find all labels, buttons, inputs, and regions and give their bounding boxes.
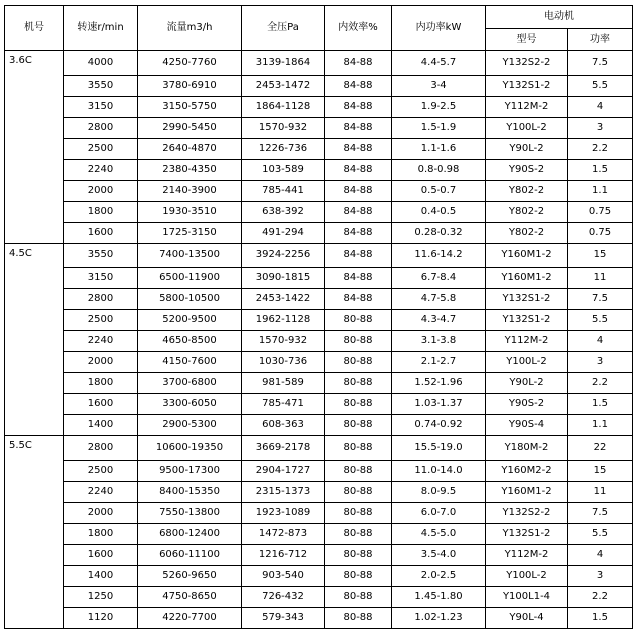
speed-cell: 1250	[64, 586, 138, 607]
table-row	[5, 436, 633, 461]
power-cell: 2.0-2.5	[392, 565, 486, 586]
power-cell: 0.5-0.7	[392, 180, 486, 201]
motor-power-cell: 1.5	[568, 159, 633, 180]
speed-cell: 4000	[64, 51, 138, 76]
pressure-cell: 3669-2178	[242, 436, 325, 461]
power-cell: 1.03-1.37	[392, 394, 486, 415]
motor-model-cell: Y132S2-2	[486, 502, 568, 523]
efficiency-cell: 80-88	[325, 373, 392, 394]
flow-cell: 5800-10500	[138, 289, 242, 310]
header-motor-model: 型号	[486, 29, 568, 51]
table-row	[5, 138, 633, 159]
speed-cell: 1600	[64, 222, 138, 243]
table-row	[5, 117, 633, 138]
motor-model-cell: Y132S2-2	[486, 51, 568, 76]
motor-power-cell: 15	[568, 243, 633, 268]
power-cell: 11.6-14.2	[392, 243, 486, 268]
model-no-cell-empty	[5, 481, 64, 502]
model-no-cell-empty	[5, 544, 64, 565]
power-cell: 0.4-0.5	[392, 201, 486, 222]
flow-cell: 2640-4870	[138, 138, 242, 159]
motor-power-cell: 0.75	[568, 201, 633, 222]
efficiency-cell: 80-88	[325, 436, 392, 461]
speed-cell: 2000	[64, 352, 138, 373]
motor-power-cell: 5.5	[568, 75, 633, 96]
table-row	[5, 243, 633, 268]
motor-power-cell: 7.5	[568, 51, 633, 76]
pressure-cell: 1923-1089	[242, 502, 325, 523]
pressure-cell: 1570-932	[242, 331, 325, 352]
table-row	[5, 310, 633, 331]
power-cell: 0.74-0.92	[392, 415, 486, 436]
speed-cell: 1600	[64, 544, 138, 565]
model-no-cell-empty	[5, 201, 64, 222]
flow-cell: 3700-6800	[138, 373, 242, 394]
motor-power-cell: 7.5	[568, 289, 633, 310]
motor-power-cell: 0.75	[568, 222, 633, 243]
flow-cell: 1725-3150	[138, 222, 242, 243]
motor-model-cell: Y100L-2	[486, 117, 568, 138]
motor-power-cell: 22	[568, 436, 633, 461]
efficiency-cell: 80-88	[325, 607, 392, 628]
fan-spec-table	[4, 5, 633, 629]
flow-cell: 2990-5450	[138, 117, 242, 138]
motor-power-cell: 3	[568, 565, 633, 586]
motor-power-cell: 1.1	[568, 415, 633, 436]
speed-cell: 2500	[64, 138, 138, 159]
model-no-cell-empty	[5, 138, 64, 159]
power-cell: 4.5-5.0	[392, 523, 486, 544]
model-no-cell-empty	[5, 75, 64, 96]
efficiency-cell: 80-88	[325, 586, 392, 607]
flow-cell: 4650-8500	[138, 331, 242, 352]
efficiency-cell: 84-88	[325, 51, 392, 76]
flow-cell: 8400-15350	[138, 481, 242, 502]
speed-cell: 1800	[64, 201, 138, 222]
efficiency-cell: 80-88	[325, 544, 392, 565]
pressure-cell: 2453-1472	[242, 75, 325, 96]
flow-cell: 3780-6910	[138, 75, 242, 96]
motor-model-cell: Y112M-2	[486, 331, 568, 352]
table-row	[5, 159, 633, 180]
power-cell: 1.02-1.23	[392, 607, 486, 628]
flow-cell: 4220-7700	[138, 607, 242, 628]
motor-power-cell: 3	[568, 117, 633, 138]
flow-cell: 6500-11900	[138, 268, 242, 289]
efficiency-cell: 84-88	[325, 96, 392, 117]
efficiency-cell: 80-88	[325, 394, 392, 415]
table-row	[5, 201, 633, 222]
flow-cell: 5200-9500	[138, 310, 242, 331]
speed-cell: 2800	[64, 289, 138, 310]
table-row	[5, 222, 633, 243]
pressure-cell: 1030-736	[242, 352, 325, 373]
header-speed: 转速r/min	[64, 6, 138, 51]
speed-cell: 1120	[64, 607, 138, 628]
pressure-cell: 638-392	[242, 201, 325, 222]
table-row	[5, 352, 633, 373]
speed-cell: 2500	[64, 310, 138, 331]
flow-cell: 4150-7600	[138, 352, 242, 373]
motor-model-cell: Y160M1-2	[486, 268, 568, 289]
flow-cell: 2140-3900	[138, 180, 242, 201]
motor-power-cell: 1.1	[568, 180, 633, 201]
model-no-cell-empty	[5, 352, 64, 373]
speed-cell: 3550	[64, 243, 138, 268]
flow-cell: 4750-8650	[138, 586, 242, 607]
pressure-cell: 3924-2256	[242, 243, 325, 268]
pressure-cell: 608-363	[242, 415, 325, 436]
motor-model-cell: Y112M-2	[486, 544, 568, 565]
table-row	[5, 180, 633, 201]
table-row	[5, 502, 633, 523]
motor-model-cell: Y112M-2	[486, 96, 568, 117]
flow-cell: 2380-4350	[138, 159, 242, 180]
efficiency-cell: 84-88	[325, 289, 392, 310]
motor-power-cell: 15	[568, 460, 633, 481]
header-efficiency: 内效率%	[325, 6, 392, 51]
pressure-cell: 726-432	[242, 586, 325, 607]
power-cell: 1.45-1.80	[392, 586, 486, 607]
table-row	[5, 481, 633, 502]
table-row	[5, 289, 633, 310]
header-power: 内功率kW	[392, 6, 486, 51]
model-no-cell-empty	[5, 222, 64, 243]
speed-cell: 2240	[64, 159, 138, 180]
efficiency-cell: 84-88	[325, 138, 392, 159]
flow-cell: 6800-12400	[138, 523, 242, 544]
model-no-cell-empty	[5, 394, 64, 415]
motor-model-cell: Y100L1-4	[486, 586, 568, 607]
table-row	[5, 544, 633, 565]
model-no-cell: 3.6C	[5, 51, 64, 76]
motor-power-cell: 11	[568, 481, 633, 502]
efficiency-cell: 84-88	[325, 159, 392, 180]
motor-model-cell: Y132S1-2	[486, 310, 568, 331]
header-model-no: 机号	[5, 6, 64, 51]
motor-model-cell: Y100L-2	[486, 352, 568, 373]
pressure-cell: 491-294	[242, 222, 325, 243]
table-row	[5, 268, 633, 289]
motor-power-cell: 1.5	[568, 607, 633, 628]
power-cell: 15.5-19.0	[392, 436, 486, 461]
flow-cell: 1930-3510	[138, 201, 242, 222]
efficiency-cell: 80-88	[325, 460, 392, 481]
pressure-cell: 785-441	[242, 180, 325, 201]
pressure-cell: 2904-1727	[242, 460, 325, 481]
speed-cell: 2000	[64, 502, 138, 523]
table-row	[5, 586, 633, 607]
efficiency-cell: 80-88	[325, 331, 392, 352]
header-flow: 流量m3/h	[138, 6, 242, 51]
pressure-cell: 1216-712	[242, 544, 325, 565]
speed-cell: 2000	[64, 180, 138, 201]
power-cell: 3.1-3.8	[392, 331, 486, 352]
motor-model-cell: Y90L-2	[486, 138, 568, 159]
motor-model-cell: Y90L-4	[486, 607, 568, 628]
pressure-cell: 103-589	[242, 159, 325, 180]
efficiency-cell: 84-88	[325, 117, 392, 138]
efficiency-cell: 80-88	[325, 310, 392, 331]
header-motor-power: 功率	[568, 29, 633, 51]
pressure-cell: 1472-873	[242, 523, 325, 544]
flow-cell: 10600-19350	[138, 436, 242, 461]
pressure-cell: 3139-1864	[242, 51, 325, 76]
motor-power-cell: 3	[568, 352, 633, 373]
speed-cell: 2800	[64, 436, 138, 461]
power-cell: 2.1-2.7	[392, 352, 486, 373]
power-cell: 1.1-1.6	[392, 138, 486, 159]
motor-power-cell: 4	[568, 96, 633, 117]
motor-power-cell: 11	[568, 268, 633, 289]
pressure-cell: 1226-736	[242, 138, 325, 159]
model-no-cell-empty	[5, 268, 64, 289]
power-cell: 3.5-4.0	[392, 544, 486, 565]
pressure-cell: 1570-932	[242, 117, 325, 138]
power-cell: 1.9-2.5	[392, 96, 486, 117]
fan-spec-table-wrapper	[4, 5, 633, 629]
speed-cell: 2500	[64, 460, 138, 481]
speed-cell: 3150	[64, 268, 138, 289]
motor-power-cell: 4	[568, 331, 633, 352]
flow-cell: 7550-13800	[138, 502, 242, 523]
pressure-cell: 1962-1128	[242, 310, 325, 331]
motor-model-cell: Y90L-2	[486, 373, 568, 394]
model-no-cell-empty	[5, 180, 64, 201]
power-cell: 11.0-14.0	[392, 460, 486, 481]
efficiency-cell: 80-88	[325, 502, 392, 523]
motor-model-cell: Y90S-4	[486, 415, 568, 436]
power-cell: 0.28-0.32	[392, 222, 486, 243]
motor-power-cell: 7.5	[568, 502, 633, 523]
model-no-cell: 4.5C	[5, 243, 64, 268]
motor-power-cell: 5.5	[568, 310, 633, 331]
motor-power-cell: 2.2	[568, 373, 633, 394]
flow-cell: 3300-6050	[138, 394, 242, 415]
motor-model-cell: Y132S1-2	[486, 75, 568, 96]
pressure-cell: 903-540	[242, 565, 325, 586]
table-row	[5, 415, 633, 436]
motor-power-cell: 2.2	[568, 138, 633, 159]
power-cell: 6.7-8.4	[392, 268, 486, 289]
motor-model-cell: Y160M1-2	[486, 243, 568, 268]
table-row	[5, 51, 633, 76]
speed-cell: 3550	[64, 75, 138, 96]
pressure-cell: 785-471	[242, 394, 325, 415]
motor-model-cell: Y802-2	[486, 222, 568, 243]
model-no-cell-empty	[5, 289, 64, 310]
motor-power-cell: 2.2	[568, 586, 633, 607]
model-no-cell: 5.5C	[5, 436, 64, 461]
flow-cell: 2900-5300	[138, 415, 242, 436]
model-no-cell-empty	[5, 117, 64, 138]
table-row	[5, 460, 633, 481]
motor-model-cell: Y100L-2	[486, 565, 568, 586]
efficiency-cell: 80-88	[325, 523, 392, 544]
table-row	[5, 523, 633, 544]
power-cell: 0.8-0.98	[392, 159, 486, 180]
table-row	[5, 565, 633, 586]
motor-model-cell: Y132S1-2	[486, 289, 568, 310]
flow-cell: 5260-9650	[138, 565, 242, 586]
model-no-cell-empty	[5, 331, 64, 352]
flow-cell: 4250-7760	[138, 51, 242, 76]
model-no-cell-empty	[5, 373, 64, 394]
motor-model-cell: Y90S-2	[486, 159, 568, 180]
table-row	[5, 96, 633, 117]
motor-model-cell: Y132S1-2	[486, 523, 568, 544]
speed-cell: 1800	[64, 373, 138, 394]
power-cell: 6.0-7.0	[392, 502, 486, 523]
table-row	[5, 394, 633, 415]
flow-cell: 6060-11100	[138, 544, 242, 565]
efficiency-cell: 80-88	[325, 481, 392, 502]
efficiency-cell: 84-88	[325, 222, 392, 243]
header-motor: 电动机	[486, 6, 633, 29]
power-cell: 4.4-5.7	[392, 51, 486, 76]
power-cell: 3-4	[392, 75, 486, 96]
model-no-cell-empty	[5, 502, 64, 523]
efficiency-cell: 84-88	[325, 201, 392, 222]
model-no-cell-empty	[5, 415, 64, 436]
model-no-cell-empty	[5, 460, 64, 481]
power-cell: 4.3-4.7	[392, 310, 486, 331]
speed-cell: 2240	[64, 481, 138, 502]
pressure-cell: 579-343	[242, 607, 325, 628]
model-no-cell-empty	[5, 586, 64, 607]
pressure-cell: 2453-1422	[242, 289, 325, 310]
speed-cell: 1400	[64, 415, 138, 436]
pressure-cell: 1864-1128	[242, 96, 325, 117]
table-row	[5, 75, 633, 96]
pressure-cell: 2315-1373	[242, 481, 325, 502]
speed-cell: 3150	[64, 96, 138, 117]
motor-power-cell: 4	[568, 544, 633, 565]
motor-model-cell: Y802-2	[486, 201, 568, 222]
model-no-cell-empty	[5, 523, 64, 544]
model-no-cell-empty	[5, 310, 64, 331]
efficiency-cell: 80-88	[325, 415, 392, 436]
power-cell: 1.5-1.9	[392, 117, 486, 138]
flow-cell: 7400-13500	[138, 243, 242, 268]
power-cell: 8.0-9.5	[392, 481, 486, 502]
efficiency-cell: 84-88	[325, 243, 392, 268]
power-cell: 1.52-1.96	[392, 373, 486, 394]
header-pressure: 全压Pa	[242, 6, 325, 51]
speed-cell: 2240	[64, 331, 138, 352]
model-no-cell-empty	[5, 607, 64, 628]
motor-model-cell: Y90S-2	[486, 394, 568, 415]
motor-model-cell: Y180M-2	[486, 436, 568, 461]
model-no-cell-empty	[5, 565, 64, 586]
motor-model-cell: Y160M2-2	[486, 460, 568, 481]
speed-cell: 1800	[64, 523, 138, 544]
model-no-cell-empty	[5, 96, 64, 117]
efficiency-cell: 80-88	[325, 352, 392, 373]
table-row	[5, 373, 633, 394]
table-row	[5, 607, 633, 628]
speed-cell: 1400	[64, 565, 138, 586]
flow-cell: 3150-5750	[138, 96, 242, 117]
motor-model-cell: Y160M1-2	[486, 481, 568, 502]
motor-model-cell: Y802-2	[486, 180, 568, 201]
efficiency-cell: 80-88	[325, 565, 392, 586]
motor-power-cell: 1.5	[568, 394, 633, 415]
model-no-cell-empty	[5, 159, 64, 180]
pressure-cell: 3090-1815	[242, 268, 325, 289]
speed-cell: 2800	[64, 117, 138, 138]
efficiency-cell: 84-88	[325, 75, 392, 96]
pressure-cell: 981-589	[242, 373, 325, 394]
speed-cell: 1600	[64, 394, 138, 415]
table-row	[5, 331, 633, 352]
efficiency-cell: 84-88	[325, 268, 392, 289]
flow-cell: 9500-17300	[138, 460, 242, 481]
motor-power-cell: 5.5	[568, 523, 633, 544]
efficiency-cell: 84-88	[325, 180, 392, 201]
table-body	[5, 51, 633, 629]
power-cell: 4.7-5.8	[392, 289, 486, 310]
